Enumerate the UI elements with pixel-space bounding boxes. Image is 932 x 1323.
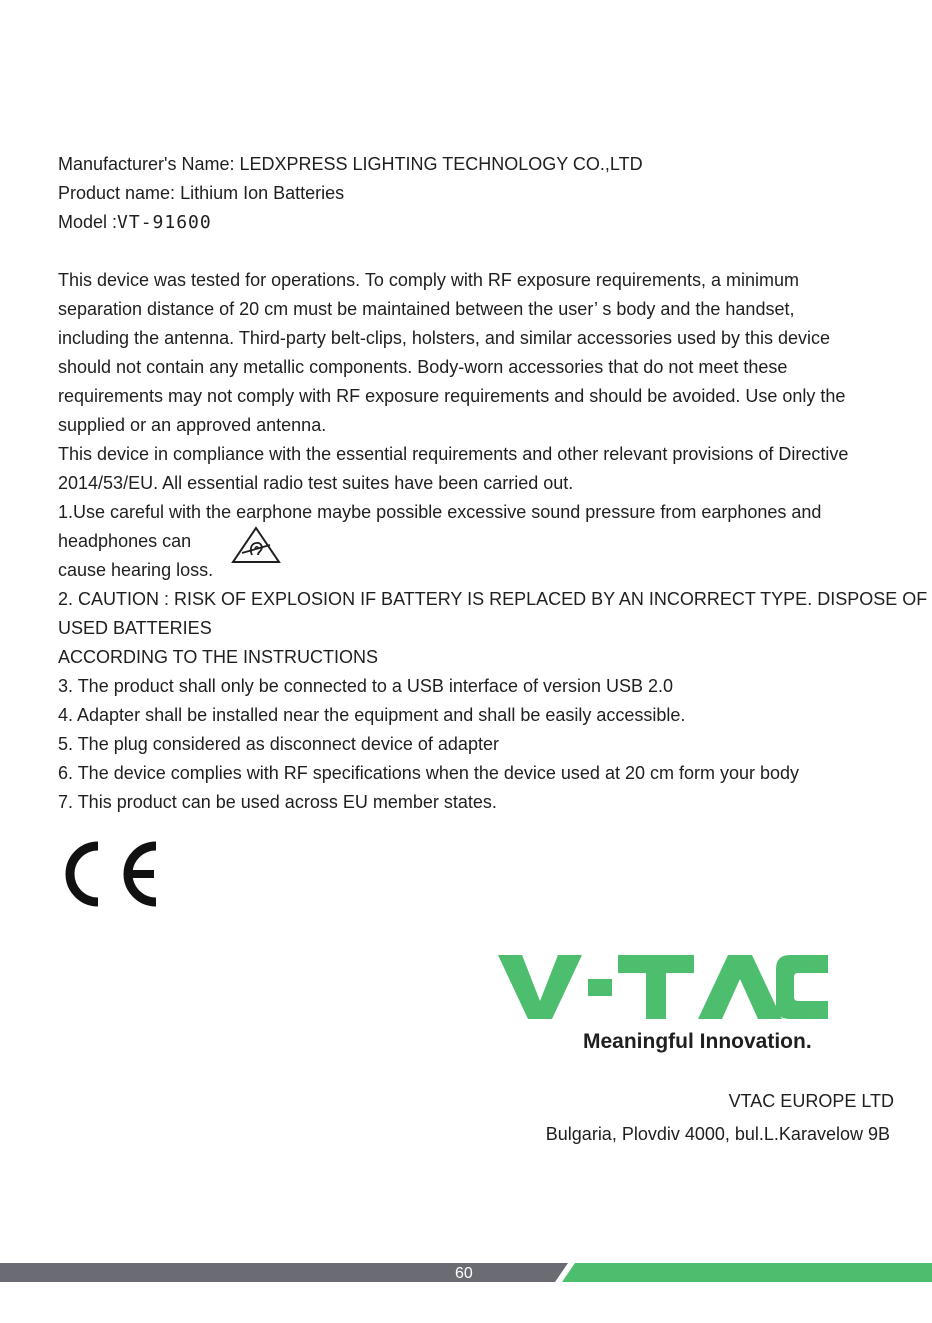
vtac-logo <box>498 953 828 1021</box>
body-line: USED BATTERIES <box>58 618 212 638</box>
body-line: 7. This product can be used across EU member states. <box>58 792 497 812</box>
body-line: 2. CAUTION : RISK OF EXPLOSION IF BATTERY IS REPLACED BY AN INCORRECT TYPE. DISPOSE OF <box>58 589 928 609</box>
body-line: 4. Adapter shall be installed near the equipment and shall be easily accessible. <box>58 705 686 725</box>
model-value: VT-91600 <box>117 212 212 233</box>
product-line: Product name: Lithium Ion Batteries <box>58 183 345 203</box>
company-address: Bulgaria, Plovdiv 4000, bul.L.Karavelow 9B <box>545 1124 890 1144</box>
body-line: 2014/53/EU. All essential radio test suites have been carried out. <box>58 473 574 493</box>
ce-mark-icon <box>60 840 162 908</box>
model-line <box>58 208 898 237</box>
declaration-text <box>58 150 928 817</box>
body-line: separation distance of 20 cm must be maintained between the user’ s body and the handset, <box>58 299 795 319</box>
body-line: This device was tested for operations. To comply with RF exposure requirements, a minimum <box>58 270 799 290</box>
body-line: headphones can <box>58 531 192 551</box>
headphones-line <box>58 527 898 556</box>
body-line: 1.Use careful with the earphone maybe possible excessive sound pressure from earphones and <box>58 502 822 522</box>
body-line: requirements may not comply with RF exposure requirements and should be avoided. Use only the <box>58 386 846 406</box>
company-name: VTAC EUROPE LTD <box>728 1091 894 1111</box>
body-line: supplied or an approved antenna. <box>58 415 327 435</box>
body-line: should not contain any metallic components. Body-worn accessories that do not meet these <box>58 357 788 377</box>
brand-tagline: Meaningful Innovation. <box>583 1030 812 1053</box>
hearing-warning-icon <box>230 525 282 565</box>
body-line: 6. The device complies with RF specifications when the device used at 20 cm form your body <box>58 763 800 783</box>
model-label: Model : <box>58 212 118 232</box>
body-line: including the antenna. Third-party belt-clips, holsters, and similar accessories used by this device <box>58 328 831 348</box>
page-number: 60 <box>455 1265 473 1282</box>
body-line: 5. The plug considered as disconnect device of adapter <box>58 734 499 754</box>
manufacturer-line: Manufacturer's Name: LEDXPRESS LIGHTING TECHNOLOGY CO.,LTD <box>58 154 643 174</box>
body-line: cause hearing loss. <box>58 560 214 580</box>
body-line: 3. The product shall only be connected to a USB interface of version USB 2.0 <box>58 676 674 696</box>
spacer <box>58 237 898 266</box>
body-line: This device in compliance with the essential requirements and other relevant provisions of Directive <box>58 444 849 464</box>
body-line: ACCORDING TO THE INSTRUCTIONS <box>58 647 379 667</box>
